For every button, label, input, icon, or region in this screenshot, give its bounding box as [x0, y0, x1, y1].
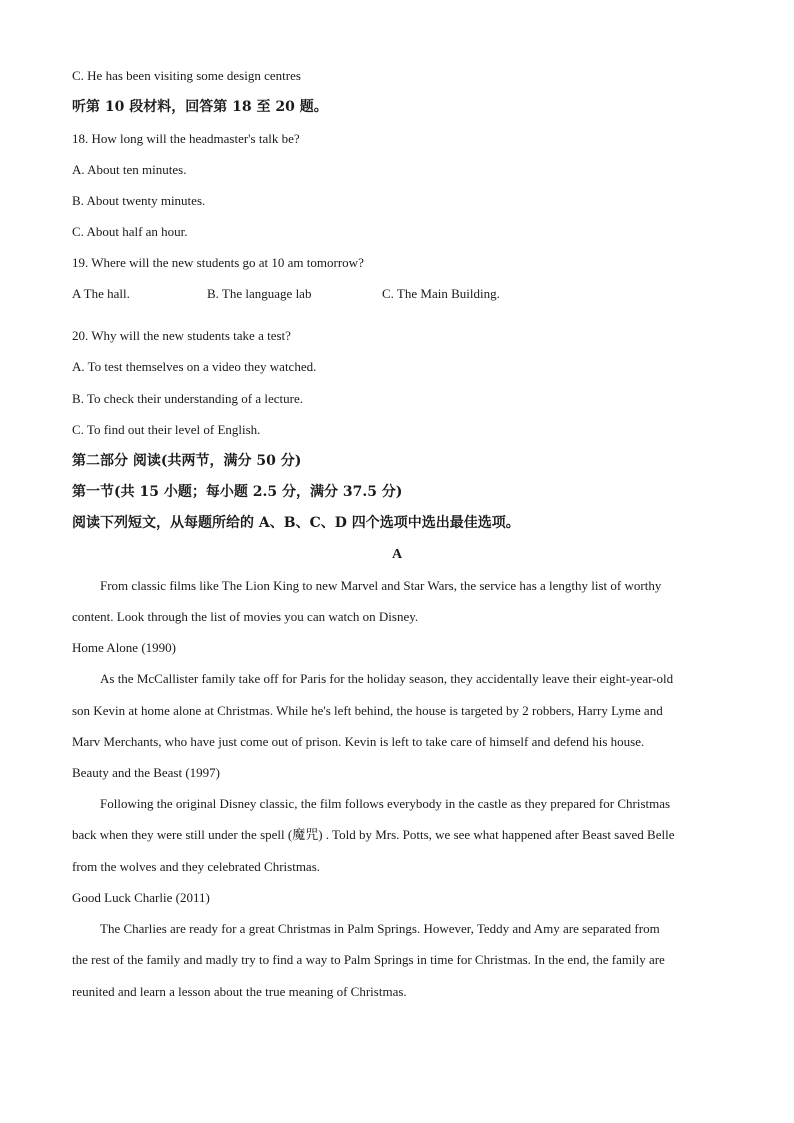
- movie2-line-3: from the wolves and they celebrated Christmas.: [72, 859, 321, 874]
- movie1-line-3: Marv Merchants, who have just come out of prison. Kevin is left to take care of himself and defend his house.: [72, 734, 645, 749]
- option-19b: B. The language lab: [207, 286, 312, 301]
- option-18a: A. About ten minutes.: [72, 162, 187, 177]
- movie1-line-1: As the McCallister family take off for Paris for the holiday season, they accidentally leave their eight-year-old: [100, 671, 674, 686]
- option-18c: C. About half an hour.: [72, 224, 188, 239]
- option-19a: A The hall.: [72, 286, 130, 301]
- movie1-line-2: son Kevin at home alone at Christmas. While he's left behind, the house is targeted by 2 robbers, Harry Lyme and: [72, 703, 663, 718]
- movie2-line-1: Following the original Disney classic, the film follows everybody in the castle as they prepared for Christmas: [100, 796, 671, 811]
- option-20b: B. To check their understanding of a lecture.: [72, 391, 303, 406]
- movie3-line-1: The Charlies are ready for a great Christmas in Palm Springs. However, Teddy and Amy are separated from: [100, 921, 660, 936]
- passage-letter: A: [391, 547, 403, 562]
- movie3-line-2: the rest of the family and madly try to find a way to Palm Springs in time for Christmas. In the end, the family are: [72, 952, 665, 967]
- movie3-line-3: reunited and learn a lesson about the true meaning of Christmas.: [72, 984, 407, 999]
- option-20c: C. To find out their level of English.: [72, 422, 261, 437]
- section1-heading: 第一节(共 15 小题；每小题 2.5 分，满分 37.5 分): [72, 484, 403, 500]
- question-18: 18. How long will the headmaster's talk be?: [72, 131, 300, 146]
- option-17c: C. He has been visiting some design centres: [72, 68, 301, 83]
- movie-title-good-luck-charlie: Good Luck Charlie (2011): [72, 890, 210, 905]
- intro-line-1: From classic films like The Lion King to new Marvel and Star Wars, the service has a lengthy list of worthy: [100, 578, 662, 593]
- question-19: 19. Where will the new students go at 10 am tomorrow?: [72, 255, 364, 270]
- movie2-line-2: back when they were still under the spell (魔咒) . Told by Mrs. Potts, we see what happened after Beast saved Belle: [72, 827, 675, 842]
- instruction: 阅读下列短文，从每题所给的 A、B、C、D 四个选项中选出最佳选项。: [72, 515, 520, 531]
- option-18b: B. About twenty minutes.: [72, 193, 206, 208]
- movie-title-beauty-beast: Beauty and the Beast (1997): [72, 765, 221, 780]
- movie-title-home-alone: Home Alone (1990): [72, 640, 176, 655]
- option-19c: C. The Main Building.: [382, 286, 500, 301]
- question-20: 20. Why will the new students take a test?: [72, 328, 291, 343]
- option-20a: A. To test themselves on a video they watched.: [72, 359, 317, 374]
- section10-heading: 听第 10 段材料，回答第 18 至 20 题。: [72, 99, 328, 115]
- part2-heading: 第二部分 阅读(共两节，满分 50 分): [72, 453, 302, 469]
- intro-line-2: content. Look through the list of movies you can watch on Disney.: [72, 609, 419, 624]
